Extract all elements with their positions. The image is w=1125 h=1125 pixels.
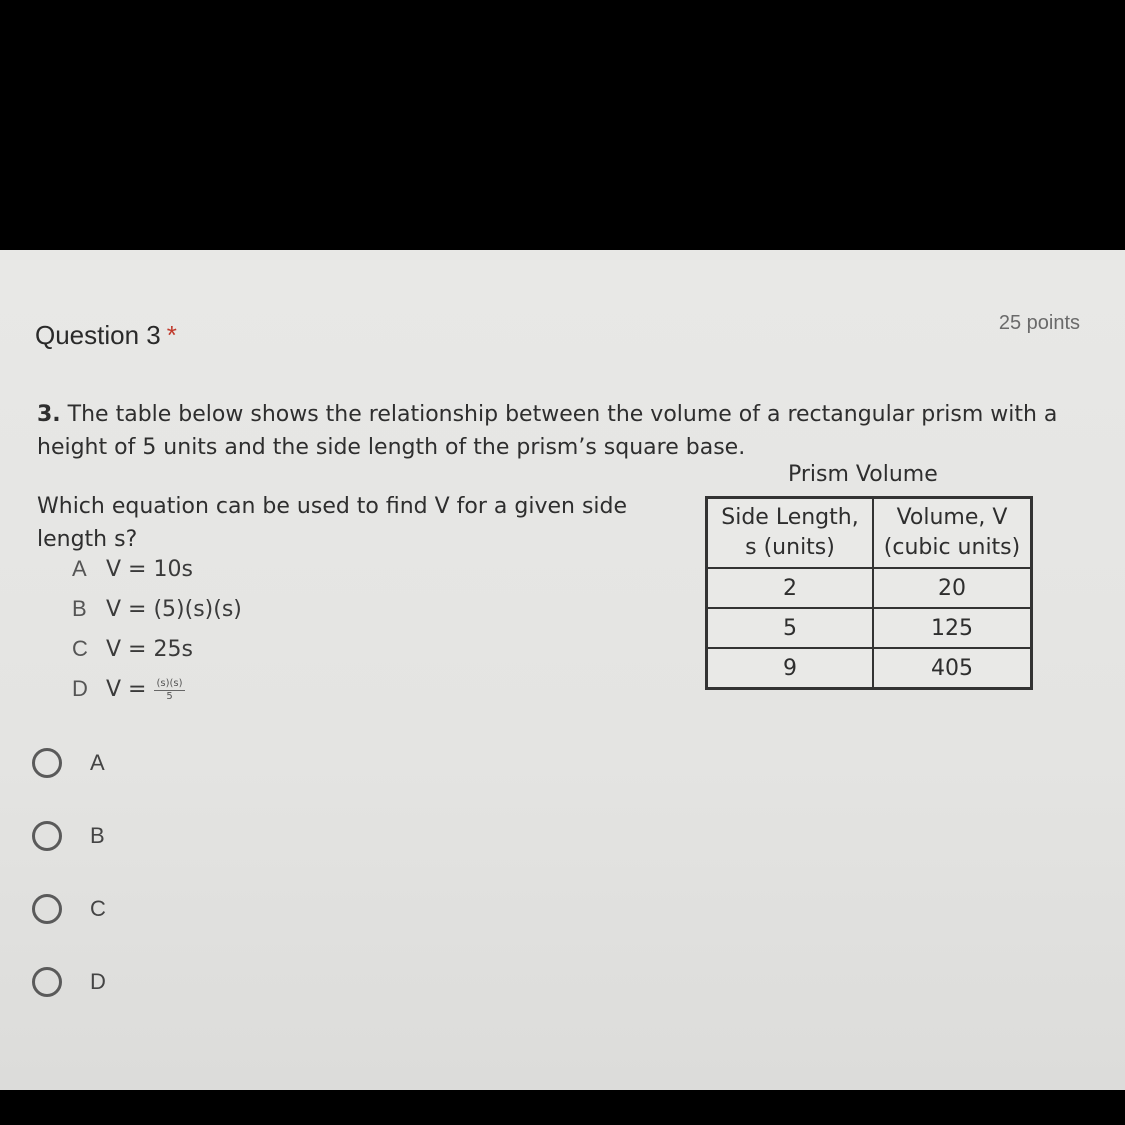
question-title bbox=[35, 320, 177, 351]
form-page bbox=[0, 250, 1125, 1090]
option-equation: V = 10s bbox=[106, 557, 193, 582]
choice-a[interactable] bbox=[32, 743, 105, 783]
points-label: 25 points bbox=[998, 312, 1080, 334]
choice-b[interactable] bbox=[32, 816, 105, 856]
table-cell: 5 bbox=[707, 608, 874, 648]
option-equation: V = (5)(s)(s) bbox=[106, 597, 242, 622]
option-letter: A bbox=[72, 556, 87, 581]
header-line: Side Length, bbox=[721, 505, 859, 530]
question-title-text: Question 3 bbox=[35, 320, 161, 350]
table-cell: 20 bbox=[873, 568, 1032, 608]
option-a-equation bbox=[72, 556, 193, 582]
option-c-equation bbox=[72, 636, 193, 662]
option-letter: D bbox=[72, 676, 88, 701]
choice-label[interactable]: C bbox=[90, 896, 106, 921]
table-caption: Prism Volume bbox=[788, 462, 938, 487]
sub-question: Which equation can be used to find V for a given side length s? bbox=[37, 494, 628, 552]
table-header-row bbox=[707, 498, 1032, 569]
fraction-numerator: (s)(s) bbox=[156, 677, 183, 689]
table-cell: 125 bbox=[873, 608, 1032, 648]
prompt-number: 3. bbox=[37, 402, 61, 427]
table-row bbox=[707, 608, 1032, 648]
required-marker: * bbox=[166, 320, 177, 350]
option-equation: V = bbox=[106, 677, 147, 702]
choice-label[interactable]: A bbox=[90, 750, 105, 775]
choice-label[interactable]: D bbox=[90, 969, 106, 994]
choice-d[interactable] bbox=[32, 962, 106, 1002]
table-cell: 9 bbox=[707, 648, 874, 689]
option-b-equation bbox=[72, 596, 242, 622]
fraction-denominator: 5 bbox=[166, 690, 173, 702]
header-volume bbox=[873, 498, 1032, 569]
option-equation: V = 25s bbox=[106, 637, 193, 662]
option-letter: C bbox=[72, 636, 88, 661]
table-row bbox=[707, 568, 1032, 608]
table-cell: 2 bbox=[707, 568, 874, 608]
option-d-equation bbox=[72, 676, 185, 703]
table-row bbox=[707, 648, 1032, 689]
header-side-length bbox=[707, 498, 874, 569]
fraction bbox=[154, 678, 184, 703]
choice-label[interactable]: B bbox=[90, 823, 105, 848]
table-cell: 405 bbox=[873, 648, 1032, 689]
choice-c[interactable] bbox=[32, 889, 106, 929]
header-line: Volume, V bbox=[896, 505, 1008, 530]
radio-button-icon[interactable] bbox=[32, 967, 62, 997]
header-line: (cubic units) bbox=[883, 535, 1021, 560]
prompt-text: The table below shows the relationship between the volume of a rectangular prism with a height of 5 units and the side length of the prism’s square base. bbox=[37, 402, 1058, 460]
option-letter: B bbox=[72, 596, 87, 621]
prism-volume-table bbox=[705, 496, 1033, 690]
radio-button-icon[interactable] bbox=[32, 821, 62, 851]
question-prompt bbox=[37, 398, 1077, 464]
header-line: s (units) bbox=[745, 535, 835, 560]
radio-button-icon[interactable] bbox=[32, 894, 62, 924]
radio-button-icon[interactable] bbox=[32, 748, 62, 778]
